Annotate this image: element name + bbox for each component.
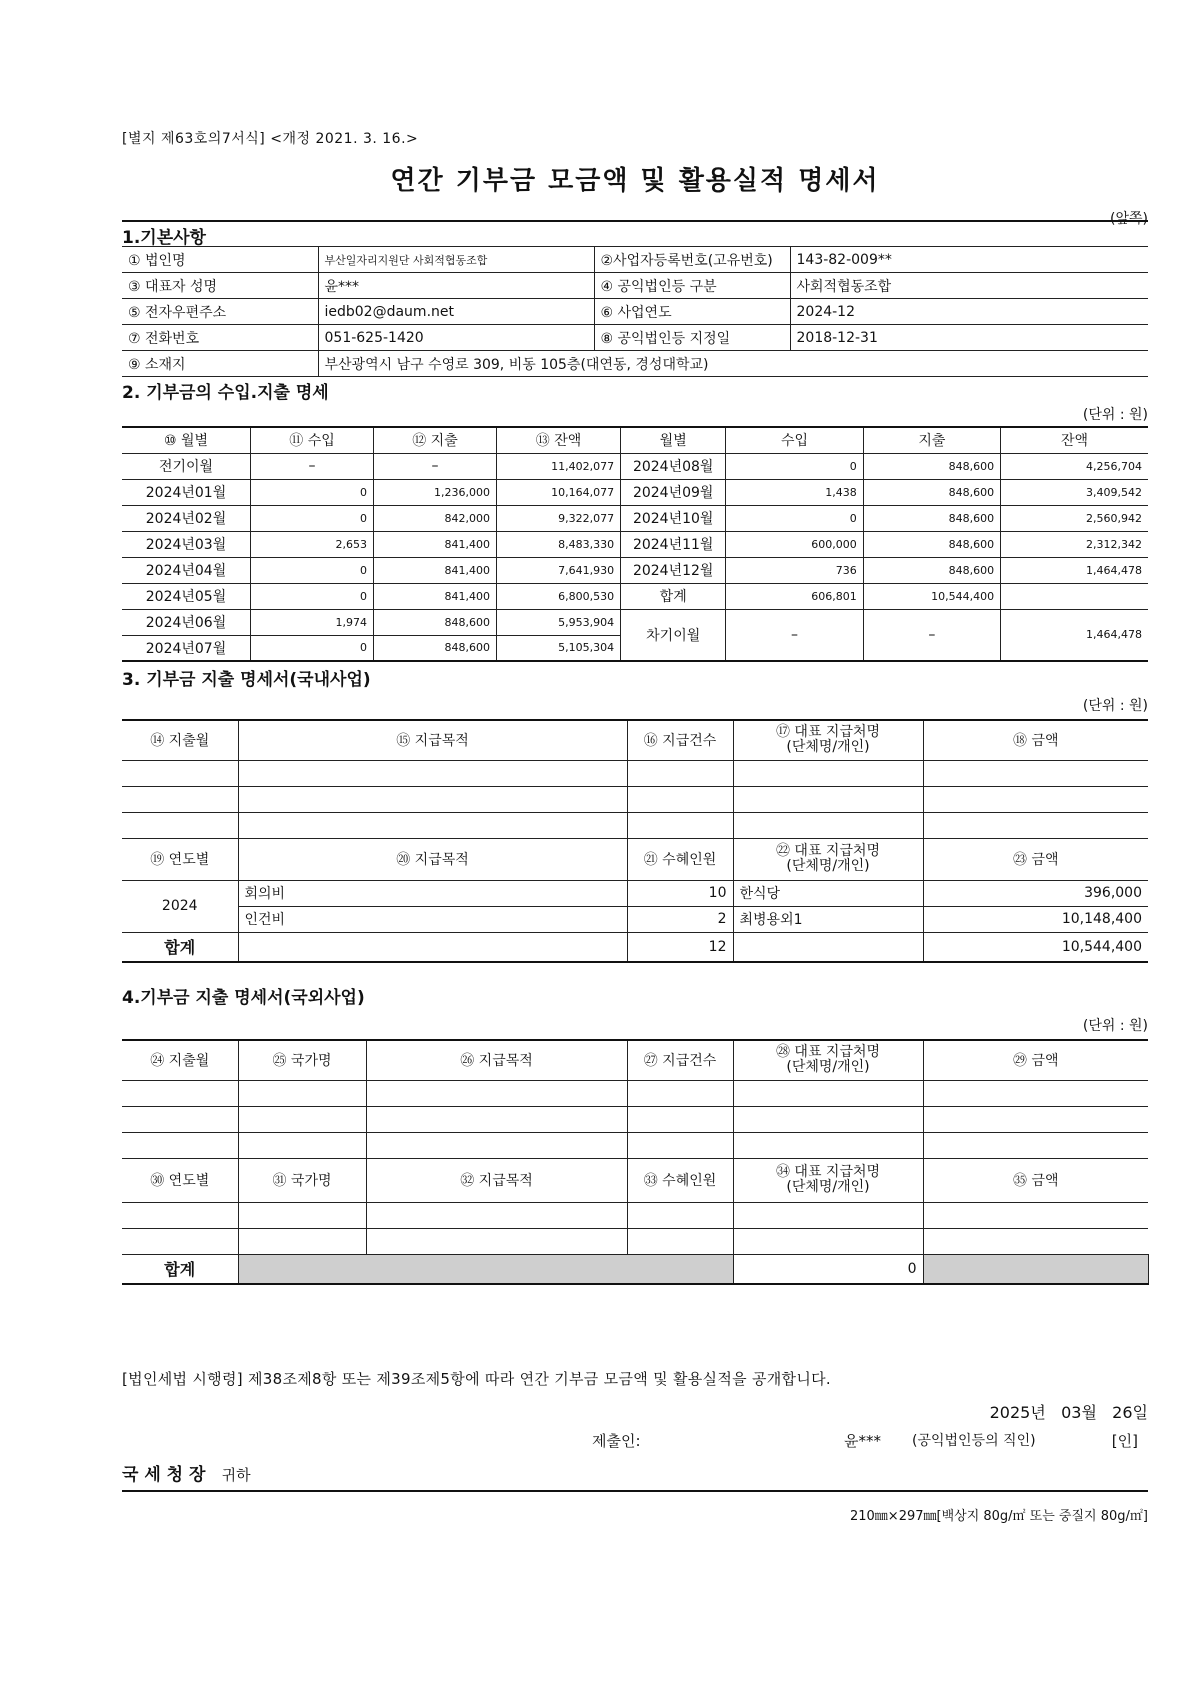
month-cell: 2024년11월 (621, 531, 726, 557)
info-label: ⑥ 사업연도 (594, 299, 790, 325)
section-title: 1.기본사항 (122, 228, 206, 248)
header-line: ㉞ 대표 지급처명 (775, 1164, 881, 1180)
shaded-cell (238, 1254, 733, 1284)
col-header: ㉗ 지급건수 (627, 1040, 733, 1080)
table-header-row (122, 720, 1148, 760)
total-people: 12 (627, 932, 733, 962)
blank-row (122, 1106, 1148, 1132)
total-row (122, 932, 1148, 962)
col-header: ⑬ 잔액 (496, 427, 620, 453)
expense-cell: 841,400 (374, 557, 497, 583)
info-value: 2024-12 (790, 299, 1148, 325)
col-header: ㉙ 금액 (923, 1040, 1148, 1080)
income-cell: 0 (251, 635, 374, 661)
month-cell: 전기이월 (122, 453, 251, 479)
info-value: 143-82-009** (790, 247, 1148, 273)
section-title: 4.기부금 지출 명세서(국외사업) (122, 988, 365, 1008)
col-header: ㉛ 국가명 (238, 1158, 366, 1202)
col-header: ㉖ 지급목적 (366, 1040, 627, 1080)
balance-cell (1001, 583, 1148, 609)
addressee (122, 1460, 251, 1485)
col-header: ㉚ 연도별 (122, 1158, 238, 1202)
expense-cell: 842,000 (374, 505, 497, 531)
section-title: 2. 기부금의 수입.지출 명세 (122, 383, 329, 403)
col-header (733, 1158, 923, 1202)
info-value: 부산일자리지원단 사회적협동조합 (318, 247, 594, 273)
amount-cell: 10,148,400 (923, 906, 1148, 932)
blank-row (122, 812, 1148, 838)
col-header: ⑭ 지출월 (122, 720, 238, 760)
info-label: ⑤ 전자우편주소 (122, 299, 318, 325)
month-cell: 2024년10월 (621, 505, 726, 531)
section-overseas-spending (122, 983, 1148, 1285)
total-label: 합계 (122, 932, 238, 962)
col-header: ⑳ 지급목적 (238, 838, 627, 880)
month-cell: 2024년03월 (122, 531, 251, 557)
balance-cell: 2,560,942 (1001, 505, 1148, 531)
expense-cell: 848,600 (863, 557, 1000, 583)
form-id: [별지 제63호의7서식] <개정 2021. 3. 16.> (122, 131, 419, 147)
balance-cell: 11,402,077 (496, 453, 620, 479)
month-cell: 2024년06월 (122, 609, 251, 635)
people-cell: 2 (627, 906, 733, 932)
table-header-row (122, 427, 1148, 453)
expense-cell: 848,600 (863, 453, 1000, 479)
section-basic-info (122, 220, 1148, 377)
income-cell: 0 (726, 505, 863, 531)
legal-notice: [법인세법 시행령] 제38조제8항 또는 제39조제5항에 따라 연간 기부금 모금액 및 활용실적을 공개합니다. (122, 1370, 831, 1388)
expense-cell: 848,600 (374, 609, 497, 635)
info-label: ⑦ 전화번호 (122, 325, 318, 351)
addressee-suffix: 귀하 (221, 1466, 251, 1484)
table-row (122, 906, 1148, 932)
total-count: 0 (733, 1254, 923, 1284)
month-cell: 합계 (621, 583, 726, 609)
balance-cell: 10,164,077 (496, 479, 620, 505)
income-cell: 600,000 (726, 531, 863, 557)
info-label: ②사업자등록번호(고유번호) (594, 247, 790, 273)
unit-label: (단위 : 원) (1082, 1018, 1148, 1034)
col-header: 수입 (726, 427, 863, 453)
info-label: ⑧ 공익법인등 지정일 (594, 325, 790, 351)
info-value: 윤*** (318, 273, 594, 299)
section-title: 3. 기부금 지출 명세서(국내사업) (122, 670, 371, 690)
income-cell: 0 (251, 583, 374, 609)
paper-size-note: 210㎜×297㎜[백상지 80g/㎡ 또는 중질지 80g/㎡] (849, 1509, 1148, 1524)
total-row (122, 1254, 1148, 1284)
expense-cell: 848,600 (374, 635, 497, 661)
overseas-spending-table (122, 1039, 1148, 1285)
info-row (122, 273, 1148, 299)
page-side-note: (앞쪽) (1110, 211, 1148, 227)
submitter-label: 제출인: (592, 1432, 641, 1450)
col-header: ⑫ 지출 (374, 427, 497, 453)
table-row (122, 609, 1148, 635)
info-row (122, 247, 1148, 273)
carry-forward-balance: 1,464,478 (1001, 609, 1148, 661)
table-row (122, 453, 1148, 479)
table-header-row (122, 1040, 1148, 1080)
expense-cell: – (374, 453, 497, 479)
date-month: 03월 (1061, 1403, 1097, 1422)
income-cell: 606,801 (726, 583, 863, 609)
info-value: 2018-12-31 (790, 325, 1148, 351)
info-value: 사회적협동조합 (790, 273, 1148, 299)
col-header: ⑪ 수입 (251, 427, 374, 453)
address-label: ⑨ 소재지 (122, 351, 318, 377)
purpose-cell: 회의비 (238, 880, 627, 906)
blank-row (122, 1202, 1148, 1228)
col-header: ⑮ 지급목적 (238, 720, 627, 760)
col-header (733, 1040, 923, 1080)
submitter-role: (공익법인등의 직인) (912, 1433, 1036, 1449)
table-header-row (122, 838, 1148, 880)
total-label: 합계 (122, 1254, 238, 1284)
month-cell: 2024년12월 (621, 557, 726, 583)
header-line: (단체명/개인) (786, 1179, 870, 1195)
date-year: 2025년 (989, 1403, 1046, 1422)
balance-cell: 5,105,304 (496, 635, 620, 661)
col-header: 잔액 (1001, 427, 1148, 453)
balance-cell: 9,322,077 (496, 505, 620, 531)
table-row (122, 583, 1148, 609)
month-cell: 2024년04월 (122, 557, 251, 583)
income-cell: 0 (251, 505, 374, 531)
info-label: ④ 공익법인등 구분 (594, 273, 790, 299)
expense-cell: 841,400 (374, 583, 497, 609)
balance-cell: 3,409,542 (1001, 479, 1148, 505)
info-label: ③ 대표자 성명 (122, 273, 318, 299)
blank-row (122, 1228, 1148, 1254)
purpose-cell: 인건비 (238, 906, 627, 932)
shaded-cell (923, 1254, 1148, 1284)
expense-cell: 841,400 (374, 531, 497, 557)
month-cell: 2024년02월 (122, 505, 251, 531)
income-cell: 0 (726, 453, 863, 479)
expense-cell: 848,600 (863, 479, 1000, 505)
table-row (122, 531, 1148, 557)
income-cell: 1,438 (726, 479, 863, 505)
addressee-name: 국 세 청 장 (122, 1465, 206, 1485)
month-cell: 2024년01월 (122, 479, 251, 505)
info-value: iedb02@daum.net (318, 299, 594, 325)
blank-row (122, 1080, 1148, 1106)
info-value: 051-625-1420 (318, 325, 594, 351)
expense-cell: 1,236,000 (374, 479, 497, 505)
seal-mark: [인] (1111, 1432, 1138, 1450)
payee-cell: 최병용외1 (733, 906, 923, 932)
col-header: ㉓ 금액 (923, 838, 1148, 880)
balance-cell: 7,641,930 (496, 557, 620, 583)
unit-label: (단위 : 원) (1082, 407, 1148, 423)
basic-info-table (122, 246, 1148, 377)
table-row (122, 557, 1148, 583)
col-header: 지출 (863, 427, 1000, 453)
domestic-spending-table (122, 719, 1148, 963)
amount-cell: 396,000 (923, 880, 1148, 906)
balance-cell: 6,800,530 (496, 583, 620, 609)
income-cell: 0 (251, 479, 374, 505)
unit-label: (단위 : 원) (1082, 698, 1148, 714)
total-amount: 10,544,400 (923, 932, 1148, 962)
col-header: ⑲ 연도별 (122, 838, 238, 880)
expense-cell: 10,544,400 (863, 583, 1000, 609)
header-line: ⑰ 대표 지급처명 (775, 724, 881, 741)
people-cell: 10 (627, 880, 733, 906)
col-header: ㉝ 수혜인원 (627, 1158, 733, 1202)
info-row (122, 299, 1148, 325)
col-header (733, 838, 923, 880)
col-header: ㉜ 지급목적 (366, 1158, 627, 1202)
carry-forward-income: – (726, 609, 863, 661)
col-header: ⑱ 금액 (923, 720, 1148, 760)
income-expense-table (122, 426, 1148, 662)
income-cell: 736 (726, 557, 863, 583)
col-header: 월별 (621, 427, 726, 453)
blank-row (122, 786, 1148, 812)
col-header: ⑯ 지급건수 (627, 720, 733, 760)
table-row (122, 505, 1148, 531)
month-cell: 2024년08월 (621, 453, 726, 479)
col-header (733, 720, 923, 760)
month-cell: 2024년07월 (122, 635, 251, 661)
col-header: ㉔ 지출월 (122, 1040, 238, 1080)
header-line: ㉒ 대표 지급처명 (775, 843, 881, 859)
income-cell: 0 (251, 557, 374, 583)
balance-cell: 4,256,704 (1001, 453, 1148, 479)
blank-row (122, 1132, 1148, 1158)
table-row (122, 479, 1148, 505)
header-line: ㉘ 대표 지급처명 (775, 1044, 881, 1061)
header-line: (단체명/개인) (786, 1059, 870, 1076)
address-value: 부산광역시 남구 수영로 309, 비동 105층(대연동, 경성대학교) (318, 351, 1148, 377)
carry-forward-label: 차기이월 (621, 609, 726, 661)
col-header: ㉟ 금액 (923, 1158, 1148, 1202)
balance-cell: 5,953,904 (496, 609, 620, 635)
header-line: (단체명/개인) (786, 858, 870, 874)
payee-cell: 한식당 (733, 880, 923, 906)
month-cell: 2024년09월 (621, 479, 726, 505)
year-cell: 2024 (122, 880, 238, 932)
submitter-name: 윤*** (844, 1432, 881, 1450)
section-income-expense (122, 378, 1148, 662)
balance-cell: 1,464,478 (1001, 557, 1148, 583)
expense-cell: 848,600 (863, 505, 1000, 531)
table-row (122, 880, 1148, 906)
submission-date (990, 1400, 1148, 1423)
document-title: 연간 기부금 모금액 및 활용실적 명세서 (390, 166, 880, 196)
balance-cell: 8,483,330 (496, 531, 620, 557)
info-label: ① 법인명 (122, 247, 318, 273)
date-day: 26일 (1112, 1403, 1148, 1422)
income-cell: 2,653 (251, 531, 374, 557)
table-header-row (122, 1158, 1148, 1202)
expense-cell: 848,600 (863, 531, 1000, 557)
section-domestic-spending (122, 665, 1148, 963)
balance-cell: 2,312,342 (1001, 531, 1148, 557)
col-header: ㉑ 수혜인원 (627, 838, 733, 880)
address-row (122, 351, 1148, 377)
income-cell: – (251, 453, 374, 479)
income-cell: 1,974 (251, 609, 374, 635)
blank-row (122, 760, 1148, 786)
carry-forward-expense: – (863, 609, 1000, 661)
header-line: (단체명/개인) (786, 739, 870, 756)
col-header: ⑩ 월별 (122, 427, 251, 453)
col-header: ㉕ 국가명 (238, 1040, 366, 1080)
info-row (122, 325, 1148, 351)
month-cell: 2024년05월 (122, 583, 251, 609)
